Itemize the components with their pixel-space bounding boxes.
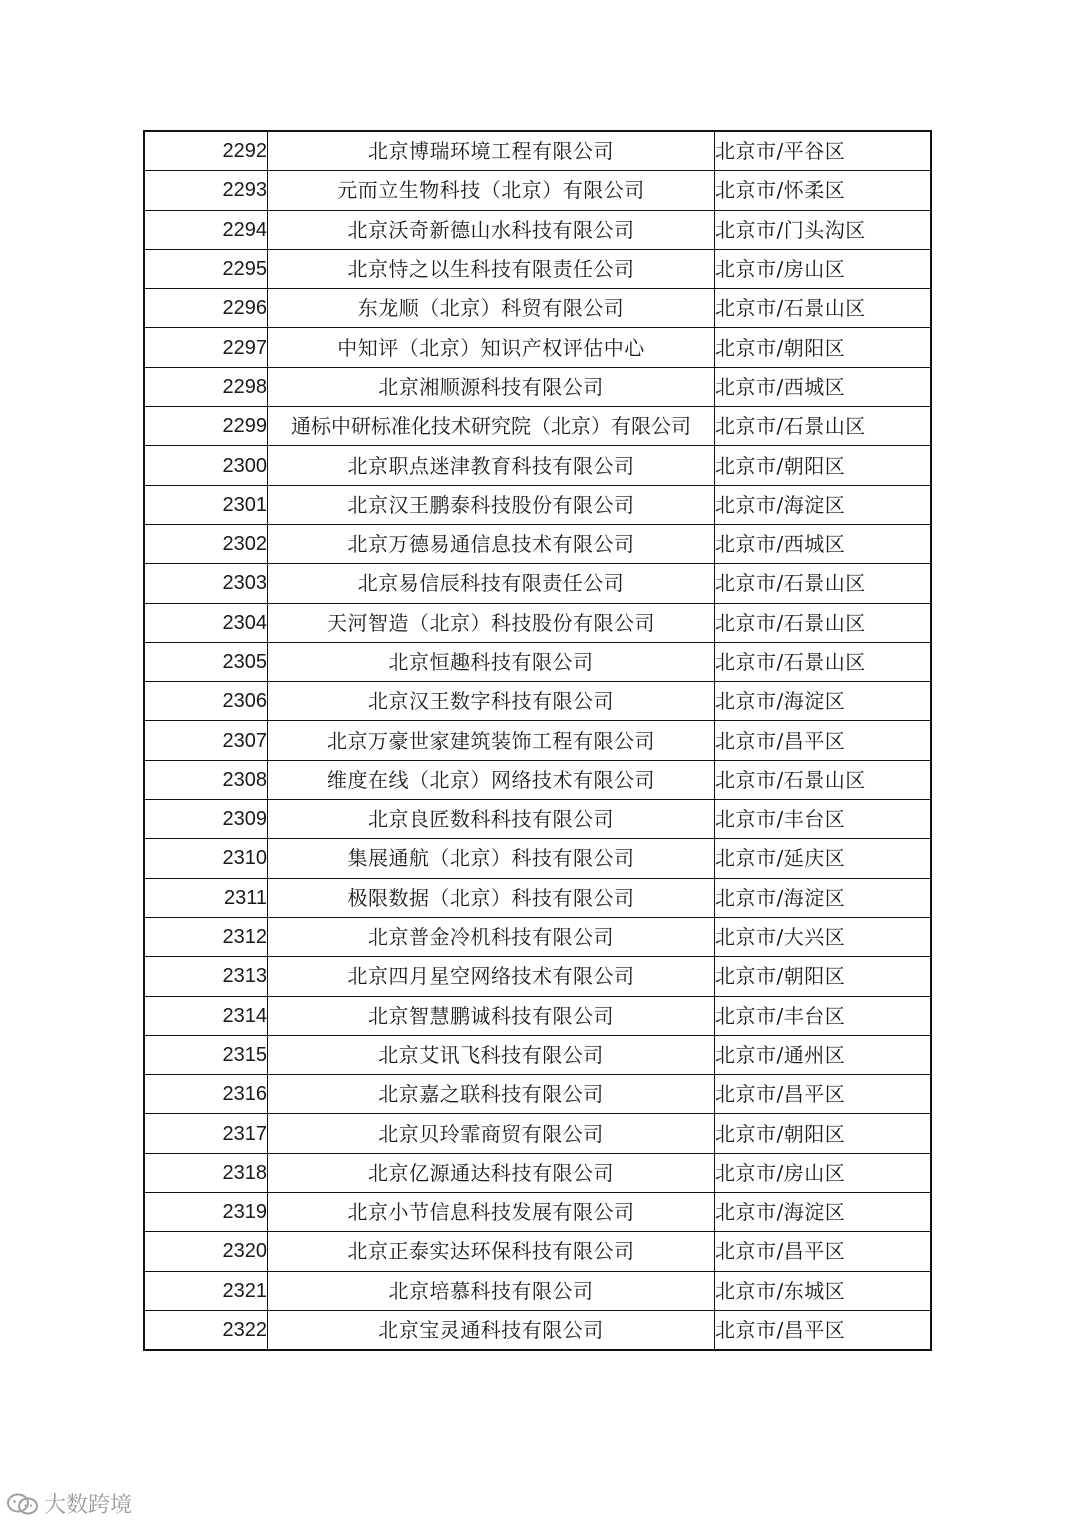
table-row: [144, 564, 931, 603]
company-name: 北京湘顺源科技有限公司: [268, 367, 715, 406]
row-number: 2303: [144, 564, 268, 603]
company-location: 北京市/丰台区: [715, 800, 932, 839]
row-number: 2314: [144, 996, 268, 1035]
company-location: 北京市/房山区: [715, 1153, 932, 1192]
row-number: 2317: [144, 1114, 268, 1153]
company-location: 北京市/平谷区: [715, 131, 932, 171]
row-number: 2322: [144, 1310, 268, 1350]
company-name: 北京易信辰科技有限责任公司: [268, 564, 715, 603]
row-number: 2318: [144, 1153, 268, 1192]
row-number: 2295: [144, 249, 268, 288]
table-row: [144, 1035, 931, 1074]
company-location: 北京市/门头沟区: [715, 210, 932, 249]
row-number: 2308: [144, 760, 268, 799]
row-number: 2321: [144, 1271, 268, 1310]
table-row: [144, 1075, 931, 1114]
table-row: [144, 642, 931, 681]
company-location: 北京市/石景山区: [715, 760, 932, 799]
row-number: 2299: [144, 407, 268, 446]
company-location: 北京市/石景山区: [715, 289, 932, 328]
company-location: 北京市/石景山区: [715, 603, 932, 642]
table-row: [144, 1271, 931, 1310]
company-location: 北京市/昌平区: [715, 721, 932, 760]
company-location: 北京市/延庆区: [715, 839, 932, 878]
company-name: 东龙顺（北京）科贸有限公司: [268, 289, 715, 328]
company-name: 北京艾讯飞科技有限公司: [268, 1035, 715, 1074]
company-location: 北京市/石景山区: [715, 642, 932, 681]
table-row: [144, 917, 931, 956]
table-row: [144, 446, 931, 485]
watermark-text: 大数跨境: [44, 1493, 133, 1518]
watermark: [6, 1488, 132, 1519]
row-number: 2298: [144, 367, 268, 406]
row-number: 2319: [144, 1193, 268, 1232]
table-row: [144, 878, 931, 917]
table-row: [144, 289, 931, 328]
company-location: 北京市/朝阳区: [715, 957, 932, 996]
row-number: 2309: [144, 800, 268, 839]
table-row: [144, 721, 931, 760]
company-name: 北京培慕科技有限公司: [268, 1271, 715, 1310]
row-number: 2294: [144, 210, 268, 249]
company-name: 北京宝灵通科技有限公司: [268, 1310, 715, 1350]
company-name: 中知评（北京）知识产权评估中心: [268, 328, 715, 367]
company-name: 集展通航（北京）科技有限公司: [268, 839, 715, 878]
row-number: 2300: [144, 446, 268, 485]
table-row: [144, 996, 931, 1035]
table-row: [144, 485, 931, 524]
table-row: [144, 328, 931, 367]
company-name: 北京汉王鹏泰科技股份有限公司: [268, 485, 715, 524]
table-row: [144, 249, 931, 288]
row-number: 2307: [144, 721, 268, 760]
row-number: 2306: [144, 682, 268, 721]
company-name: 北京智慧鹏诚科技有限公司: [268, 996, 715, 1035]
company-name: 通标中研标准化技术研究院（北京）有限公司: [268, 407, 715, 446]
company-location: 北京市/海淀区: [715, 682, 932, 721]
weixin-logo-icon: [6, 1492, 40, 1516]
company-name: 北京万德易通信息技术有限公司: [268, 524, 715, 563]
table-row: [144, 839, 931, 878]
table-row: [144, 407, 931, 446]
row-number: 2311: [144, 878, 268, 917]
company-location: 北京市/房山区: [715, 249, 932, 288]
company-location: 北京市/海淀区: [715, 485, 932, 524]
table-body: [144, 131, 931, 1350]
table-row: [144, 957, 931, 996]
row-number: 2293: [144, 171, 268, 210]
company-name: 北京普金冷机科技有限公司: [268, 917, 715, 956]
table-row: [144, 210, 931, 249]
table-row: [144, 131, 931, 171]
company-location: 北京市/石景山区: [715, 564, 932, 603]
company-list-table: [143, 130, 932, 1351]
company-name: 北京万豪世家建筑装饰工程有限公司: [268, 721, 715, 760]
row-number: 2302: [144, 524, 268, 563]
company-name: 极限数据（北京）科技有限公司: [268, 878, 715, 917]
company-location: 北京市/西城区: [715, 524, 932, 563]
company-name: 北京良匠数科科技有限公司: [268, 800, 715, 839]
table-row: [144, 1310, 931, 1350]
company-name: 北京嘉之联科技有限公司: [268, 1075, 715, 1114]
company-location: 北京市/通州区: [715, 1035, 932, 1074]
company-location: 北京市/昌平区: [715, 1075, 932, 1114]
company-name: 北京沃奇新德山水科技有限公司: [268, 210, 715, 249]
row-number: 2297: [144, 328, 268, 367]
company-name: 北京贝玲霏商贸有限公司: [268, 1114, 715, 1153]
row-number: 2320: [144, 1232, 268, 1271]
company-location: 北京市/昌平区: [715, 1310, 932, 1350]
company-name: 北京四月星空网络技术有限公司: [268, 957, 715, 996]
table-row: [144, 760, 931, 799]
table-row: [144, 367, 931, 406]
table-row: [144, 1193, 931, 1232]
company-location: 北京市/丰台区: [715, 996, 932, 1035]
company-location: 北京市/东城区: [715, 1271, 932, 1310]
company-name: 北京小节信息科技发展有限公司: [268, 1193, 715, 1232]
company-name: 北京亿源通达科技有限公司: [268, 1153, 715, 1192]
company-location: 北京市/朝阳区: [715, 1114, 932, 1153]
row-number: 2310: [144, 839, 268, 878]
company-location: 北京市/怀柔区: [715, 171, 932, 210]
table-row: [144, 603, 931, 642]
row-number: 2315: [144, 1035, 268, 1074]
table-row: [144, 800, 931, 839]
company-location: 北京市/朝阳区: [715, 328, 932, 367]
company-name: 维度在线（北京）网络技术有限公司: [268, 760, 715, 799]
company-name: 北京博瑞环境工程有限公司: [268, 131, 715, 171]
row-number: 2312: [144, 917, 268, 956]
table-row: [144, 1232, 931, 1271]
row-number: 2301: [144, 485, 268, 524]
row-number: 2313: [144, 957, 268, 996]
company-location: 北京市/海淀区: [715, 1193, 932, 1232]
table-row: [144, 1153, 931, 1192]
table-row: [144, 171, 931, 210]
company-name: 北京恒趣科技有限公司: [268, 642, 715, 681]
company-name: 元而立生物科技（北京）有限公司: [268, 171, 715, 210]
table-row: [144, 682, 931, 721]
company-name: 北京正泰实达环保科技有限公司: [268, 1232, 715, 1271]
company-location: 北京市/昌平区: [715, 1232, 932, 1271]
company-location: 北京市/大兴区: [715, 917, 932, 956]
company-location: 北京市/石景山区: [715, 407, 932, 446]
company-name: 北京恃之以生科技有限责任公司: [268, 249, 715, 288]
row-number: 2296: [144, 289, 268, 328]
company-name: 北京汉王数字科技有限公司: [268, 682, 715, 721]
company-name: 天河智造（北京）科技股份有限公司: [268, 603, 715, 642]
row-number: 2316: [144, 1075, 268, 1114]
row-number: 2305: [144, 642, 268, 681]
row-number: 2304: [144, 603, 268, 642]
row-number: 2292: [144, 131, 268, 171]
company-name: 北京职点迷津教育科技有限公司: [268, 446, 715, 485]
company-location: 北京市/海淀区: [715, 878, 932, 917]
table-row: [144, 1114, 931, 1153]
company-location: 北京市/朝阳区: [715, 446, 932, 485]
table-row: [144, 524, 931, 563]
company-location: 北京市/西城区: [715, 367, 932, 406]
